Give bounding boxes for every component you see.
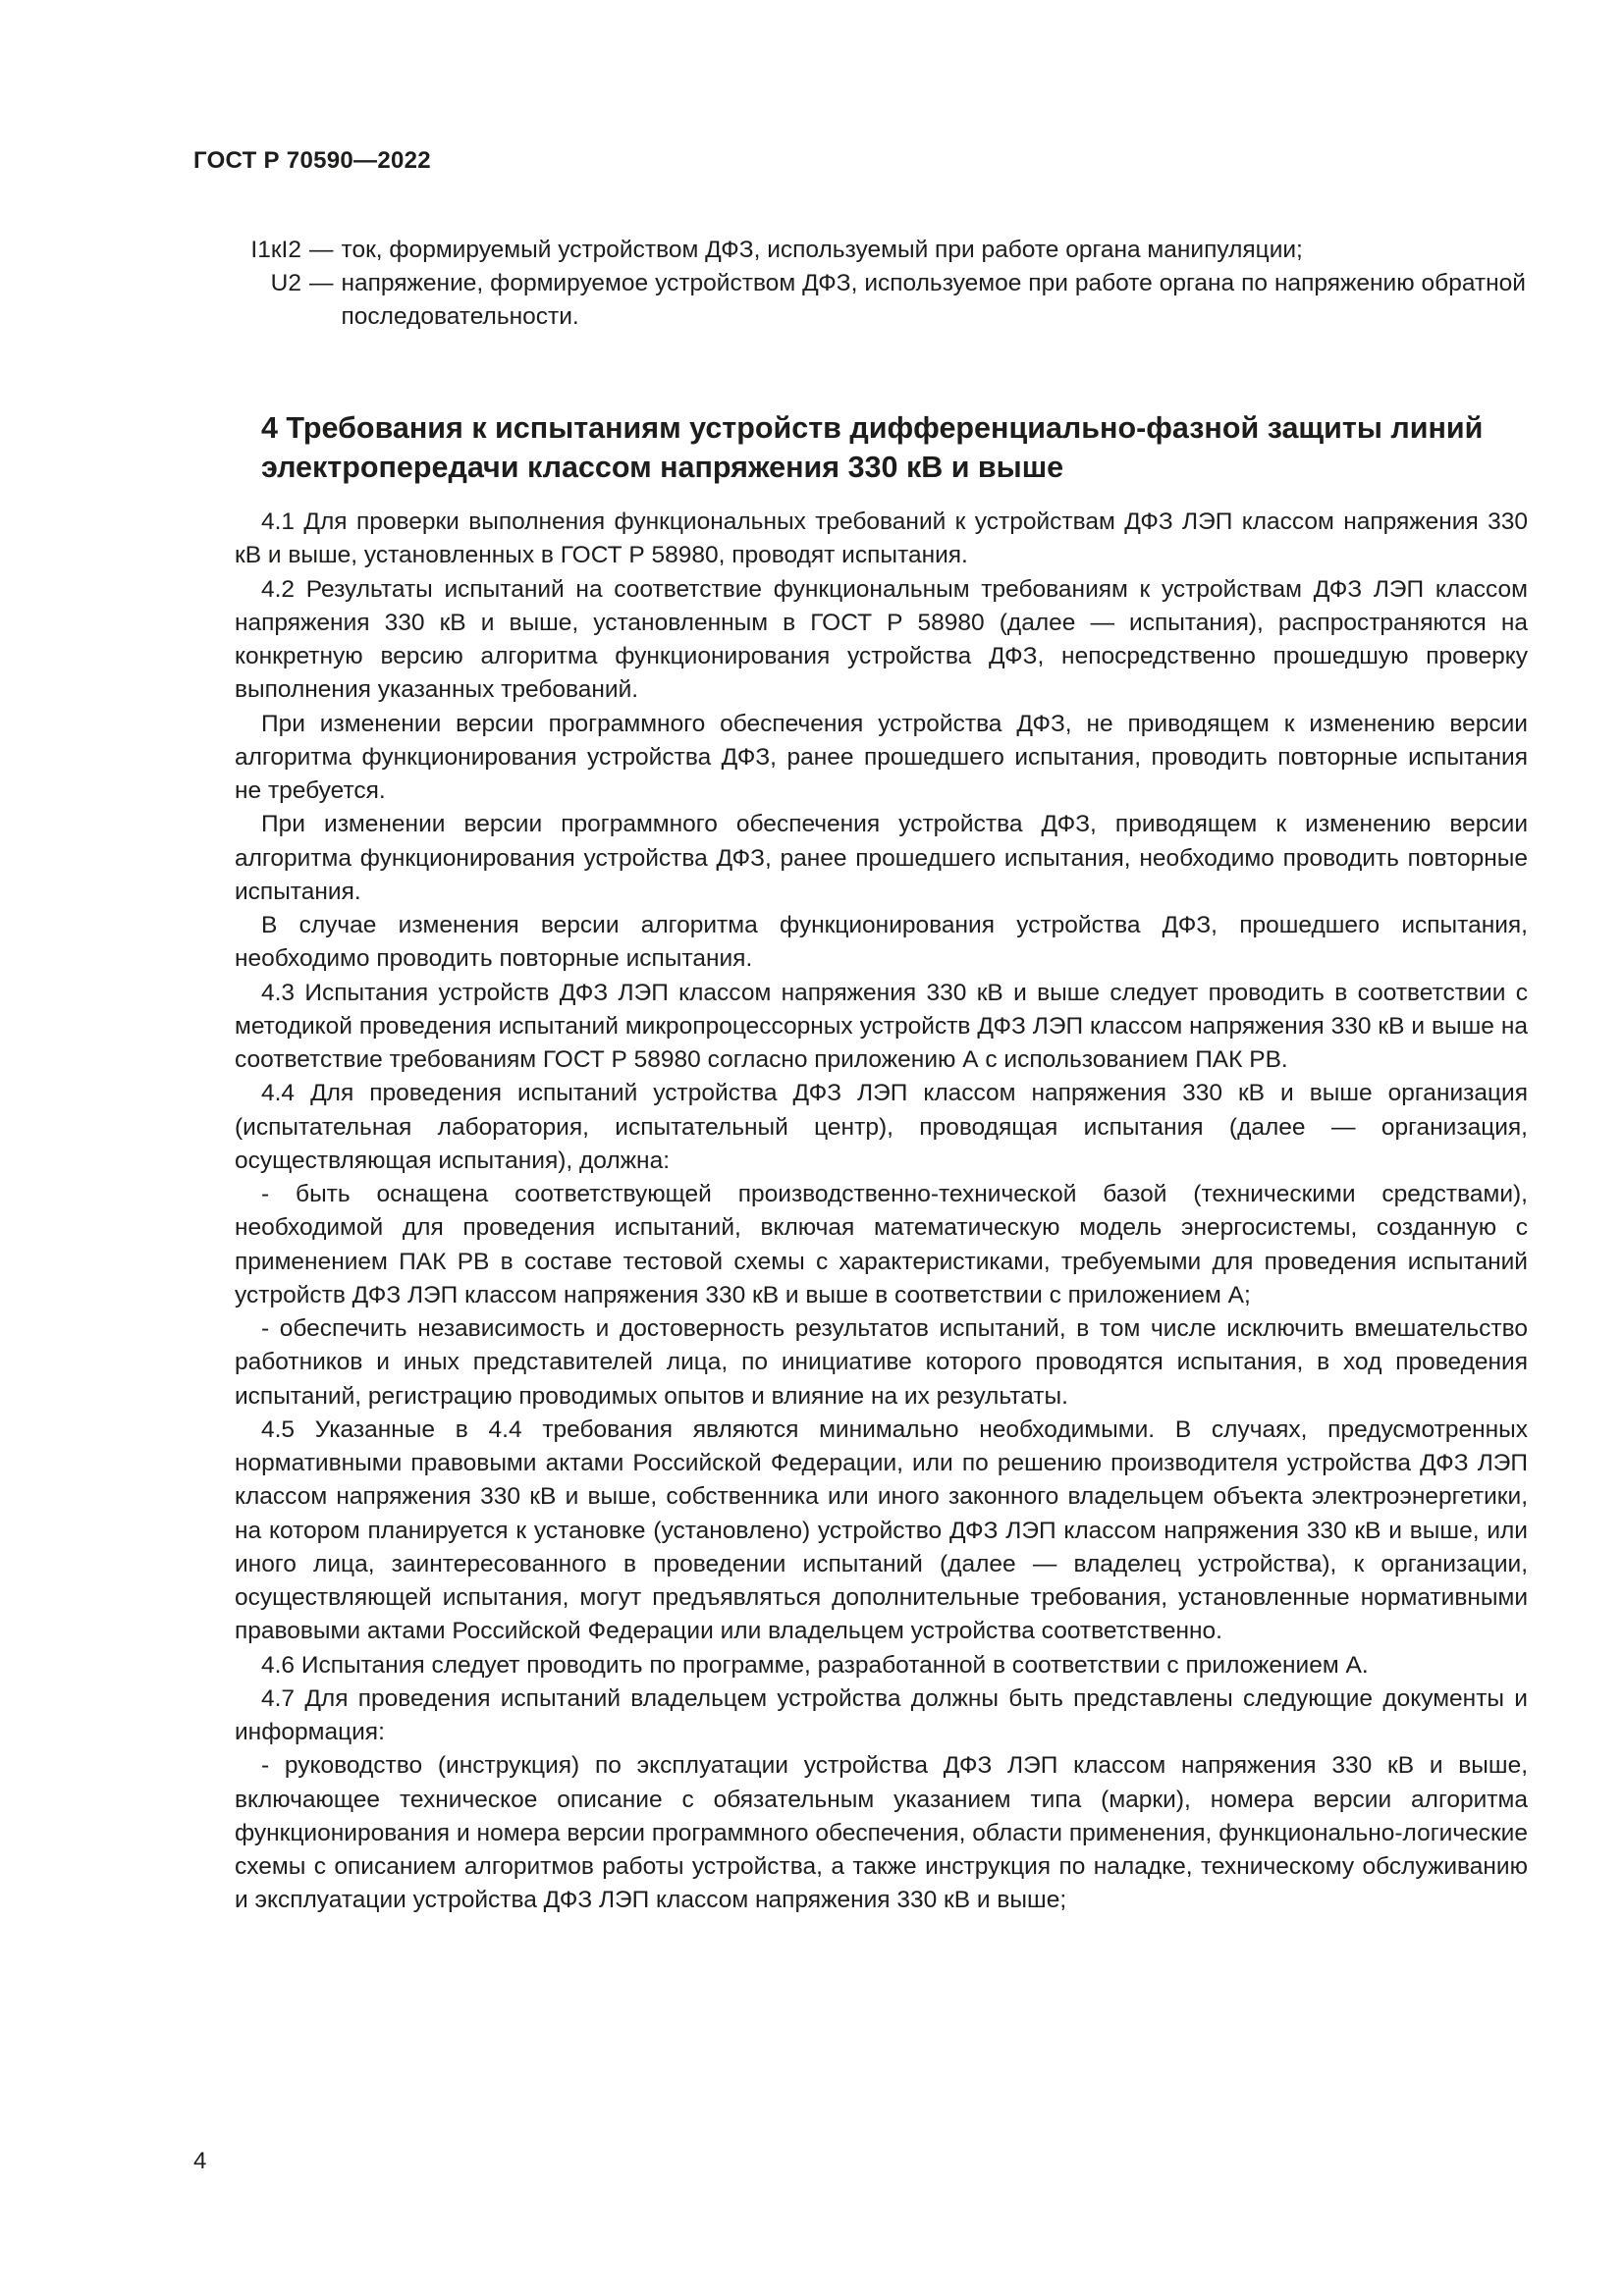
definition-dash: — xyxy=(309,237,334,263)
definition-term: I1кI2 xyxy=(250,237,301,263)
body-text xyxy=(235,506,1528,1918)
list-item: - быть оснащена соответствующей производственно-технической базой (техническими средствами), необходимой для проведения испытаний, включая математическую модель энергосистемы, созданную с применением ПАК РВ в составе тестовой схемы с характеристиками, требуемыми для проведения испытаний устройств ДФЗ ЛЭП классом напряжения 330 кВ и выше в соответствии с приложением А; xyxy=(235,1181,1528,1308)
paragraph: При изменении версии программного обеспечения устройства ДФЗ, приводящем к изменению версии алгоритма функционирования устройства ДФЗ, ранее прошедшего испытания, необходимо проводить повторные испытания. xyxy=(235,811,1528,905)
paragraph-4-1: 4.1 Для проверки выполнения функциональных требований к устройствам ДФЗ ЛЭП классом напряжения 330 кВ и выше, установленных в ГОСТ Р 58980, проводят испытания. xyxy=(235,508,1528,569)
paragraph-4-3: 4.3 Испытания устройств ДФЗ ЛЭП классом напряжения 330 кВ и выше следует проводить в соответствии с методикой проведения испытаний микропроцессорных устройств ДФЗ ЛЭП классом напряжения 330 кВ и выше на соответствие требованиям ГОСТ Р 58980 согласно приложению А с использованием ПАК РВ. xyxy=(235,979,1528,1073)
page-number: 4 xyxy=(193,2148,207,2174)
paragraph: При изменении версии программного обеспечения устройства ДФЗ, не приводящем к изменению версии алгоритма функционирования устройства ДФЗ, ранее прошедшего испытания, проводить повторные испытания не требуется. xyxy=(235,710,1528,804)
definition-text: ток, формируемый устройством ДФЗ, используемый при работе органа манипуляции; xyxy=(341,237,1303,263)
list-item: - руководство (инструкция) по эксплуатации устройства ДФЗ ЛЭП классом напряжения 330 кВ и выше, включающее техническое описание с обязательным указанием типа (марки), номера версии алгоритма функционирования и номера версии программного обеспечения, области применения, функционально-логические схемы с описанием алгоритмов работы устройства, а также инструкция по наладке, техническому обслуживанию и эксплуатации устройства ДФЗ ЛЭП классом напряжения 330 кВ и выше; xyxy=(235,1752,1528,1914)
paragraph-4-4: 4.4 Для проведения испытаний устройства ДФЗ ЛЭП классом напряжения 330 кВ и выше организация (испытательная лаборатория, испытательный центр), проводящая испытания (далее — организация, осуществляющая испытания), должна: xyxy=(235,1080,1528,1174)
definition-item xyxy=(193,234,1526,267)
definition-item xyxy=(193,267,1526,334)
definition-term: U2 xyxy=(270,270,301,297)
paragraph-4-2: 4.2 Результаты испытаний на соответствие функциональным требованиям к устройствам ДФЗ ЛЭП классом напряжения 330 кВ и выше, установленным в ГОСТ Р 58980 (далее — испытания), распространяются на конкретную версию алгоритма функционирования устройства ДФЗ, непосредственно прошедшую проверку выполнения указанных требований. xyxy=(235,575,1528,704)
document-code-header: ГОСТ Р 70590—2022 xyxy=(193,147,431,174)
section-title: 4 Требования к испытаниям устройств дифференциально-фазной защиты линий электропередачи классом напряжения 330 кВ и выше xyxy=(261,411,1484,484)
paragraph-4-5: 4.5 Указанные в 4.4 требования являются минимально необходимыми. В случаях, предусмотренных нормативными правовыми актами Российской Федерации, или по решению производителя устройства ДФЗ ЛЭП классом напряжения 330 кВ и выше, собственника или иного законного владельцем объекта электроэнергетики, на котором планируется к установке (установлено) устройство ДФЗ ЛЭП классом напряжения 330 кВ и выше, или иного лица, заинтересованного в проведении испытаний (далее — владелец устройства), к организации, осуществляющей испытания, могут предъявляться дополнительные требования, установленные нормативными правовыми актами Российской Федерации или владельцем устройства соответственно. xyxy=(235,1415,1528,1645)
definitions-list xyxy=(193,234,1526,335)
definition-text: напряжение, формируемое устройством ДФЗ, используемое при работе органа по напряжению обратной последовательности. xyxy=(341,270,1526,331)
paragraph-4-7: 4.7 Для проведения испытаний владельцем устройства должны быть представлены следующие документы и информация: xyxy=(235,1684,1528,1745)
paragraph: В случае изменения версии алгоритма функционирования устройства ДФЗ, прошедшего испытания, необходимо проводить повторные испытания. xyxy=(235,912,1528,973)
list-item: - обеспечить независимость и достоверность результатов испытаний, в том числе исключить вмешательство работников и иных представителей лица, по инициативе которого проводятся испытания, в ход проведения испытаний, регистрацию проводимых опытов и влияние на их результаты. xyxy=(235,1315,1528,1410)
definition-dash: — xyxy=(309,270,334,297)
paragraph-4-6: 4.6 Испытания следует проводить по программе, разработанной в соответствии с приложением А. xyxy=(261,1651,1369,1679)
